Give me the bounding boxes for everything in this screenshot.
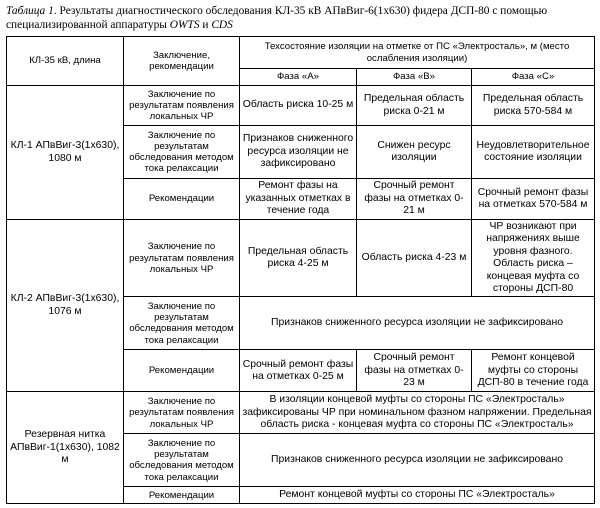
cell-phase-b: Предельная область риска 0-21 м	[357, 86, 472, 126]
row-label: Заключение по результатам появления локальных ЧР	[124, 392, 240, 434]
cell-merged: Признаков сниженного ресурса изоляции не зафиксировано	[240, 434, 595, 487]
cell-phase-a: Предельная область риска 4-25 м	[240, 220, 357, 297]
caption-and: и	[199, 19, 212, 31]
row-label: Рекомендации	[124, 350, 240, 392]
cell-phase-a: Признаков сниженного ресурса изоляции не зафиксировано	[240, 126, 357, 179]
row-label: Заключение по результатам появления локальных ЧР	[124, 86, 240, 126]
cell-phase-c: Неудовлетворительное состояние изоляции	[472, 126, 595, 179]
cell-phase-a: Область риска 10-25 м	[240, 86, 357, 126]
cable-name: Резервная нитка АПвВиг-1(1х630), 1082 м	[7, 392, 124, 504]
row-label: Заключение по результатам обследования методом тока релаксации	[124, 434, 240, 487]
cable-name: КЛ-1 АПвВиг-3(1х630), 1080 м	[7, 86, 124, 220]
cell-phase-c: ЧР возникают при напряжениях выше уровня фазного. Область риска – концевая муфта со стороны ДСП-80	[472, 220, 595, 297]
cell-phase-a: Срочный ремонт фазы на отметках 0-25 м	[240, 350, 357, 392]
table-row	[7, 220, 595, 297]
header-phase-b: Фаза «В»	[357, 69, 472, 86]
header-insulation-state: Техсостояние изоляции на отметке от ПС «Электросталь», м (место ослабления изоляции)	[240, 37, 595, 69]
row-label: Заключение по результатам обследования методом тока релаксации	[124, 126, 240, 179]
header-phase-c: Фаза «С»	[472, 69, 595, 86]
row-label: Заключение по результатам появления локальных ЧР	[124, 220, 240, 297]
table-row	[7, 86, 595, 126]
header-conclusion: Заключение, рекомендации	[124, 37, 240, 86]
results-table	[6, 36, 595, 504]
cell-phase-b: Снижен ресурс изоляции	[357, 126, 472, 179]
row-label: Рекомендации	[124, 179, 240, 220]
caption-owts: OWTS	[169, 19, 200, 31]
caption-cds: CDS	[211, 19, 233, 31]
cell-phase-b: Область риска 4-23 м	[357, 220, 472, 297]
cell-phase-b: Срочный ремонт фазы на отметках 0-21 м	[357, 179, 472, 220]
cell-phase-c: Предельная область риска 570-584 м	[472, 86, 595, 126]
row-label: Рекомендации	[124, 487, 240, 504]
cell-merged: В изоляции концевой муфты со стороны ПС «Электросталь» зафиксированы ЧР при номинальном фазном напряжении. Предельная область риска - концевая муфта со стороны ПС «Электросталь»	[240, 392, 595, 434]
cell-phase-a: Ремонт фазы на указанных отметках в течение года	[240, 179, 357, 220]
row-label: Заключение по результатам обследования методом тока релаксации	[124, 297, 240, 350]
caption-text: . Результаты диагностического обследования КЛ-35 кВ АПвВиг-6(1х630) фидера ДСП-80 с помощью специализированной аппаратуры	[6, 5, 548, 31]
cell-phase-c: Ремонт концевой муфты со стороны ДСП-80 в течение года	[472, 350, 595, 392]
cable-name: КЛ-2 АПвВиг-3(1х630), 1076 м	[7, 220, 124, 392]
cell-merged: Ремонт концевой муфты со стороны ПС «Электросталь»	[240, 487, 595, 504]
header-row	[7, 37, 595, 69]
header-phase-a: Фаза «А»	[240, 69, 357, 86]
table-row	[7, 392, 595, 434]
header-cable-length: КЛ-35 кВ, длина	[7, 37, 124, 86]
table-caption	[6, 4, 594, 32]
cell-merged: Признаков сниженного ресурса изоляции не зафиксировано	[240, 297, 595, 350]
caption-label: Таблица 1	[6, 5, 54, 17]
cell-phase-c: Срочный ремонт фазы на отметках 570-584 м	[472, 179, 595, 220]
cell-phase-b: Срочный ремонт фазы на отметках 0-23 м	[357, 350, 472, 392]
